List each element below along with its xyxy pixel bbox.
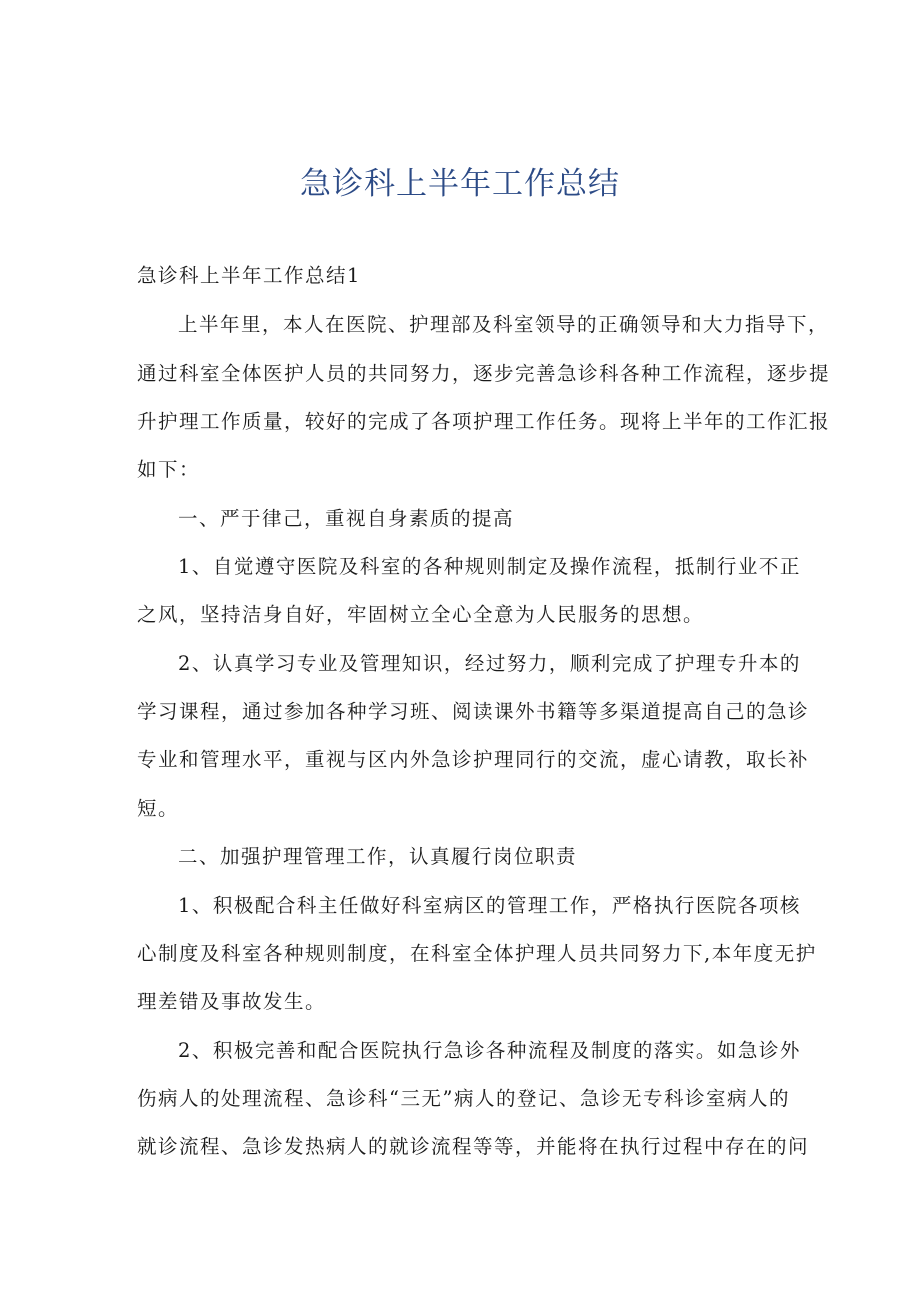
paragraph-line: 理差错及事故发生。: [137, 990, 327, 1013]
document-title: 急诊科上半年工作总结: [300, 166, 620, 202]
paragraph-line: 心制度及科室各种规则制度，在科室全体护理人员共同努力下,本年度无护: [137, 942, 817, 965]
paragraph-line: 如下：: [137, 458, 201, 481]
paragraph-line: 升护理工作质量，较好的完成了各项护理工作任务。现将上半年的工作汇报: [137, 410, 831, 433]
paragraph-line: 上半年里，本人在医院、护理部及科室领导的正确领导和大力指导下，: [178, 313, 830, 336]
paragraph-line: 1、自觉遵守医院及科室的各种规则制定及操作流程，抵制行业不正: [178, 555, 801, 578]
section-heading: 二、加强护理管理工作，认真履行岗位职责: [178, 845, 578, 868]
paragraph-line: 伤病人的处理流程、急诊科“三无”病人的登记、急诊无专科诊室病人的: [137, 1087, 790, 1110]
paragraph-line: 之风，坚持洁身自好，牢固树立全心全意为人民服务的思想。: [137, 603, 705, 626]
paragraph-line: 2、积极完善和配合医院执行急诊各种流程及制度的落实。如急诊外: [178, 1039, 801, 1062]
paragraph-line: 1、积极配合科主任做好科室病区的管理工作，严格执行医院各项核: [178, 894, 801, 917]
section-heading: 一、严于律己，重视自身素质的提高: [178, 507, 515, 530]
paragraph-line: 2、认真学习专业及管理知识，经过努力，顺利完成了护理专升本的: [178, 652, 801, 675]
paragraph-line: 专业和管理水平，重视与区内外急诊护理同行的交流，虚心请教，取长补: [137, 748, 810, 771]
paragraph-line: 学习课程，通过参加各种学习班、阅读课外书籍等多渠道提高自己的急诊: [137, 700, 810, 723]
paragraph-line: 短。: [137, 797, 180, 820]
paragraph-line: 通过科室全体医护人员的共同努力，逐步完善急诊科各种工作流程，逐步提: [137, 362, 831, 385]
paragraph-line: 就诊流程、急诊发热病人的就诊流程等等，并能将在执行过程中存在的问: [137, 1135, 810, 1158]
document-subtitle: 急诊科上半年工作总结1: [137, 264, 361, 287]
